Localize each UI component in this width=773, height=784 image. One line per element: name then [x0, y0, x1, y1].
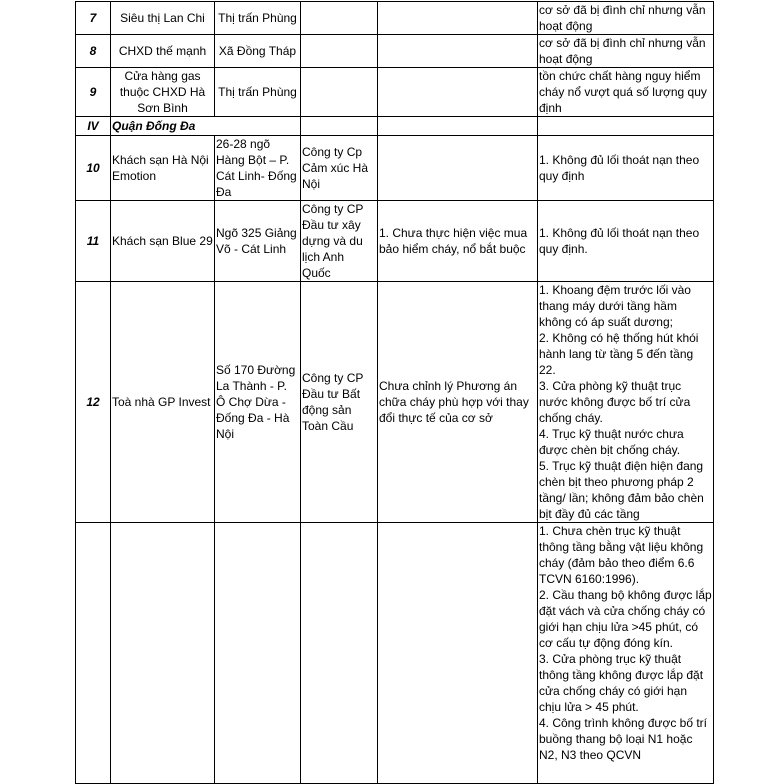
empty-cell [301, 117, 378, 136]
facility-name: Khách sạn Blue 29 [111, 201, 215, 282]
row-number: 11 [76, 201, 111, 282]
violation-admin [378, 68, 538, 117]
row-number: 8 [76, 35, 111, 68]
facility-name: Siêu thị Lan Chi [111, 2, 215, 35]
facility-address: Số 170 Đường La Thành - P. Ô Chợ Dừa - Đống Đa - Hà Nội [215, 282, 301, 523]
violation-technical: 1. Không đủ lối thoát nạn theo quy định. [538, 201, 714, 282]
facility-address: Thị trấn Phùng [215, 2, 301, 35]
facility-name: Cửa hàng gas thuộc CHXD Hà Sơn Bình [111, 68, 215, 117]
facility-owner: Công ty CP Đầu tư xây dựng và du lịch Anh Quốc [301, 201, 378, 282]
facility-name: Toà nhà GP Invest [111, 282, 215, 523]
facility-owner [301, 2, 378, 35]
violation-admin [378, 35, 538, 68]
facility-address: 26-28 ngõ Hàng Bột – P. Cát Linh- Đống Đa [215, 136, 301, 201]
table-row [76, 2, 714, 35]
table-row [76, 523, 714, 784]
row-number: 12 [76, 282, 111, 523]
facility-address: Thị trấn Phùng [215, 68, 301, 117]
section-row [76, 117, 714, 136]
table-row [76, 68, 714, 117]
facility-address: Ngõ 325 Giảng Võ - Cát Linh [215, 201, 301, 282]
empty-cell [538, 117, 714, 136]
table-row [76, 35, 714, 68]
violation-technical: cơ sở đã bị đình chỉ nhưng vẫn hoạt động [538, 2, 714, 35]
violation-admin [378, 523, 538, 784]
violation-admin: 1. Chưa thực hiện việc mua bảo hiểm cháy, nổ bắt buộc [378, 201, 538, 282]
facility-name: Khách sạn Hà Nội Emotion [111, 136, 215, 201]
row-number: 10 [76, 136, 111, 201]
table-row [76, 282, 714, 523]
facility-address [215, 523, 301, 784]
facility-owner: Công ty CP Đầu tư Bất động sản Toàn Cầu [301, 282, 378, 523]
row-number: 7 [76, 2, 111, 35]
violation-technical: tồn chức chất hàng nguy hiểm cháy nổ vượt quá số lượng quy định [538, 68, 714, 117]
empty-cell [378, 117, 538, 136]
section-title: Quận Đống Đa [111, 117, 301, 136]
violation-technical: 1. Khoang đệm trước lối vào thang máy dưới tầng hầm không có áp suất dương; 2. Không có hệ thống hút khói hành lang từ tầng 5 đến tầng 22. 3. Cửa phòng kỹ thuật trục nước không được bố trí cửa chống cháy. 4. Trục kỹ thuật nước chưa được chèn bịt chống cháy. 5. Trục kỹ thuật điện hiện đang chèn bịt theo phương pháp 2 tầng/ lần; không đảm bảo chèn bịt đầy đủ các tầng [538, 282, 714, 523]
facility-owner [301, 68, 378, 117]
violation-admin [378, 2, 538, 35]
violation-technical: 1. Chưa chèn trục kỹ thuật thông tầng bằng vật liệu không cháy (đảm bảo theo điểm 6.6 TCVN 6160:1996). 2. Cầu thang bộ không được lắp đặt vách và cửa chống cháy có giới hạn chịu lửa >45 phút, có cơ cấu tự động đóng kín. 3. Cửa phòng trục kỹ thuật thông tầng không được lắp đặt cửa chống cháy có giới hạn chịu lửa > 45 phút. 4. Công trình không được bố trí buồng thang bộ loại N1 hoặc N2, N3 theo QCVN [538, 523, 714, 784]
inspection-table [75, 1, 714, 784]
facility-owner [301, 35, 378, 68]
facility-address: Xã Đồng Tháp [215, 35, 301, 68]
violation-technical: 1. Không đủ lối thoát nạn theo quy định [538, 136, 714, 201]
table-row [76, 201, 714, 282]
violation-admin: Chưa chỉnh lý Phương án chữa cháy phù hợp với thay đổi thực tế của cơ sở [378, 282, 538, 523]
facility-name: CHXD thế mạnh [111, 35, 215, 68]
violation-technical: cơ sở đã bị đình chỉ nhưng vẫn hoạt động [538, 35, 714, 68]
section-number: IV [76, 117, 111, 136]
row-number [76, 523, 111, 784]
facility-owner [301, 523, 378, 784]
row-number: 9 [76, 68, 111, 117]
facility-owner: Công ty Cp Cảm xúc Hà Nội [301, 136, 378, 201]
facility-name [111, 523, 215, 784]
violation-admin [378, 136, 538, 201]
table-row [76, 136, 714, 201]
